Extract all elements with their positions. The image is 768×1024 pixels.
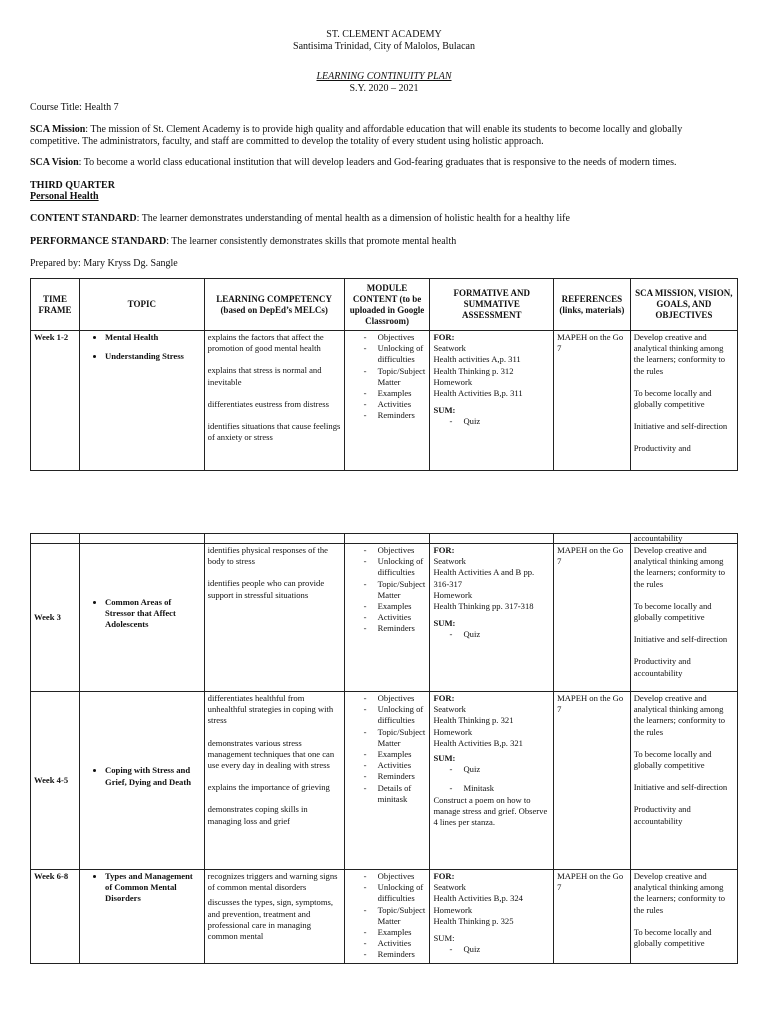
topic-item: • Mental Health (105, 332, 201, 343)
header-module: MODULE CONTENT (to be uploaded in Google Classroom) (344, 279, 430, 331)
assessment-cell (430, 331, 554, 471)
competency-item: explains the factors that affect the promotion of good mental health (207, 332, 324, 354)
module-cell (344, 870, 430, 964)
assessment-item: Seatwork (433, 704, 466, 715)
mission-goal: Develop creative and analytical thinking among the learners; conformity to the rules (633, 545, 726, 589)
module-cell (344, 544, 430, 692)
module-item: - Objectives (364, 332, 427, 343)
assessment-item: Homework (433, 904, 473, 915)
summative-label: SUM: (433, 753, 456, 764)
week-cell: Week 4-5 (31, 692, 80, 870)
school-year: S.Y. 2020 – 2021 (349, 83, 419, 94)
assessment-cell (430, 870, 554, 964)
module-item: - Topic/Subject Matter (364, 905, 427, 927)
mission-goal: Productivity and accountability (633, 656, 691, 678)
module-item: - Activities (364, 399, 427, 410)
module-item: - Reminders (364, 410, 427, 421)
module-item: - Topic/Subject Matter (364, 366, 427, 388)
competency-item: differentiates eustress from distress (207, 398, 329, 409)
mission-cell (630, 544, 737, 692)
summative-quiz: - Quiz (449, 764, 481, 775)
assessment-item: Health Activities B,p. 324 (433, 893, 523, 904)
references-cell: MAPEH on the Go 7 (554, 692, 631, 870)
mission-carryover: accountability (630, 534, 737, 544)
competency-item: explains the importance of grieving (207, 782, 330, 793)
mission-cell (630, 870, 737, 964)
table-row (31, 692, 738, 870)
table-row (31, 870, 738, 964)
mission-goal: To become locally and globally competitive (633, 748, 712, 771)
week-cell: Week 6-8 (31, 870, 80, 964)
mission-cell (630, 692, 737, 870)
assessment-item: Health Thinking p. 312 (433, 365, 514, 376)
summative-label: SUM: (433, 405, 456, 416)
topic-cell (80, 331, 205, 471)
content-standard-text: : The learner demonstrates understanding of mental health as a dimension of holistic health for a healthy life (136, 213, 570, 224)
quiz-label: Quiz (463, 629, 481, 640)
summative-label: SUM: (433, 933, 455, 944)
competency-item: identifies physical responses of the body to stress (207, 545, 328, 567)
mission-paragraph (30, 124, 730, 148)
header-assessment: FORMATIVE AND SUMMATIVE ASSESSMENT (430, 279, 554, 331)
mission-goal: Initiative and self-direction (633, 421, 728, 432)
assessment-item: Health Thinking pp. 317-318 (433, 601, 534, 612)
mission-text: : The mission of St. Clement Academy is to provide high quality and affordable education that will enable its students to become locally and globally competitive. The administrators, faculty, and staff are committed to develop the totality of every student using holistic approach. (30, 124, 683, 147)
header-time-frame: TIME FRAME (31, 279, 80, 331)
content-standard (30, 213, 730, 225)
competency-cell (204, 331, 344, 471)
assessment-item: Health Activities B,p. 311 (433, 388, 523, 399)
module-item: - Objectives (364, 693, 427, 704)
competency-item: identifies people who can provide support in stressful situations (207, 578, 325, 600)
assessment-item: Homework (433, 589, 473, 600)
competency-cell (204, 870, 344, 964)
mission-goal: Develop creative and analytical thinking among the learners; conformity to the rules (633, 693, 726, 737)
competency-item: discusses the types, sign, symptoms, and prevention, treatment and professional care in managing common mental (207, 897, 333, 942)
competency-item: recognizes triggers and warning signs of common mental disorders (207, 871, 338, 893)
formative-label: FOR: (433, 332, 455, 342)
module-item: - Objectives (364, 545, 427, 556)
mission-goal: Develop creative and analytical thinking among the learners; conformity to the rules (633, 871, 726, 915)
mission-goal: To become locally and globally competitive (633, 387, 712, 410)
plan-table-page-1 (30, 278, 738, 471)
topic-item: • Coping with Stress and Grief, Dying and Death (105, 765, 201, 787)
assessment-item: Seatwork (433, 882, 466, 893)
week-cell: Week 1-2 (31, 331, 80, 471)
content-standard-label: CONTENT STANDARD (30, 213, 137, 224)
header-mission: SCA MISSION, VISION, GOALS, AND OBJECTIVES (630, 279, 737, 331)
table-row (31, 544, 738, 692)
performance-standard-text: : The learner consistently demonstrates skills that promote mental health (166, 236, 457, 247)
assessment-item: Health Activities B,p. 321 (433, 737, 523, 748)
module-item: - Details of minitask (364, 783, 427, 805)
unit-heading: Personal Health (30, 191, 99, 202)
summative-quiz: - Quiz (449, 629, 481, 640)
competency-item: demonstrates coping skills in managing loss and grief (207, 804, 308, 826)
references-cell: MAPEH on the Go 7 (554, 544, 631, 692)
module-item: - Examples (364, 601, 427, 612)
references-cell: MAPEH on the Go 7 (554, 870, 631, 964)
module-item: - Reminders (364, 949, 427, 960)
summative-label: SUM: (433, 618, 456, 629)
assessment-item: Homework (433, 376, 473, 387)
performance-standard (30, 236, 730, 248)
assessment-item: Seatwork (433, 343, 466, 354)
competency-item: differentiates healthful from unhealthful strategies in coping with stress (207, 693, 334, 726)
module-item: - Unlocking of difficulties (364, 882, 427, 904)
module-item: - Objectives (364, 871, 427, 882)
module-item: - Reminders (364, 623, 427, 634)
module-cell (344, 331, 430, 471)
plan-title: LEARNING CONTINUITY PLAN (316, 71, 452, 82)
competency-cell (204, 544, 344, 692)
assessment-item: Homework (433, 726, 473, 737)
header-competency: LEARNING COMPETENCY (based on DepEd’s MELCs) (204, 279, 344, 331)
plan-table-page-2 (30, 533, 738, 964)
mission-goal: To become locally and globally competitive (633, 926, 712, 949)
mission-goal: Initiative and self-direction (633, 782, 728, 793)
module-cell (344, 692, 430, 870)
module-item: - Topic/Subject Matter (364, 727, 427, 749)
mission-goal: Develop creative and analytical thinking among the learners; conformity to the rules (633, 332, 726, 376)
vision-text: : To become a world class educational institution that will develop leaders and God-fearing graduates that is responsive to the needs of modern times. (78, 157, 677, 168)
module-item: - Activities (364, 938, 427, 949)
mission-label: SCA Mission (30, 124, 86, 135)
quiz-label: Quiz (463, 416, 481, 427)
week-cell: Week 3 (31, 544, 80, 692)
formative-label: FOR: (433, 871, 455, 881)
competency-cell (204, 692, 344, 870)
references-cell: MAPEH on the Go 7 (554, 331, 631, 471)
assessment-item: Health Activities A and B pp. 316-317 (433, 567, 535, 589)
topic-cell (80, 870, 205, 964)
assessment-item: Health Thinking p. 321 (433, 715, 514, 726)
module-item: - Unlocking of difficulties (364, 704, 427, 726)
summative-quiz: - Quiz (449, 416, 481, 427)
assessment-item: Health Thinking p. 325 (433, 915, 514, 926)
competency-item: explains that stress is normal and inevitable (207, 365, 322, 387)
minitask-description: Construct a poem on how to manage stress and grief. Observe 4 lines per stanza. (433, 794, 548, 828)
formative-label: FOR: (433, 545, 455, 555)
module-item: - Unlocking of difficulties (364, 556, 427, 578)
course-title: Course Title: Health 7 (30, 102, 119, 113)
topic-item: • Understanding Stress (105, 351, 201, 362)
assessment-item: Seatwork (433, 556, 466, 567)
module-item: - Topic/Subject Matter (364, 579, 427, 601)
module-item: - Unlocking of difficulties (364, 343, 427, 365)
mission-goal: To become locally and globally competitive (633, 600, 712, 623)
prepared-by: Prepared by: Mary Kryss Dg. Sangle (30, 258, 178, 269)
quarter-heading: THIRD QUARTER (30, 180, 115, 191)
topic-cell (80, 692, 205, 870)
table-row (31, 331, 738, 471)
formative-label: FOR: (433, 693, 455, 703)
summative-quiz: - Quiz (449, 944, 481, 955)
assessment-item: Health activities A,p. 311 (433, 354, 521, 365)
performance-standard-label: PERFORMANCE STANDARD (30, 236, 167, 247)
mission-goal: Productivity and (633, 443, 691, 454)
module-item: - Examples (364, 749, 427, 760)
quiz-label: Quiz (463, 764, 481, 775)
module-item: - Examples (364, 927, 427, 938)
topic-item: • Common Areas of Stressor that Affect Adolescents (105, 597, 201, 631)
minitask-label: Minitask (463, 783, 495, 794)
module-item: - Reminders (364, 771, 427, 782)
summative-minitask: - Minitask (449, 783, 495, 794)
assessment-cell (430, 544, 554, 692)
header-topic: TOPIC (80, 279, 205, 331)
vision-label: SCA Vision (30, 157, 79, 168)
mission-cell (630, 331, 737, 471)
mission-goal: Initiative and self-direction (633, 634, 728, 645)
module-item: - Activities (364, 612, 427, 623)
competency-item: identifies situations that cause feelings of anxiety or stress (207, 421, 341, 443)
school-address: Santisima Trinidad, City of Malolos, Bulacan (293, 41, 475, 52)
module-item: - Activities (364, 760, 427, 771)
mission-goal: Productivity and accountability (633, 804, 691, 826)
assessment-cell (430, 692, 554, 870)
topic-cell (80, 544, 205, 692)
competency-item: demonstrates various stress management techniques that one can use every day in dealing with stress (207, 737, 335, 771)
module-item: - Examples (364, 388, 427, 399)
school-name: ST. CLEMENT ACADEMY (326, 29, 442, 40)
table-header-row (31, 279, 738, 331)
quiz-label: Quiz (463, 944, 481, 955)
header-references: REFERENCES (links, materials) (554, 279, 631, 331)
table-row (31, 534, 738, 544)
topic-item: • Types and Management of Common Mental Disorders (105, 871, 201, 905)
vision-paragraph (30, 157, 730, 169)
